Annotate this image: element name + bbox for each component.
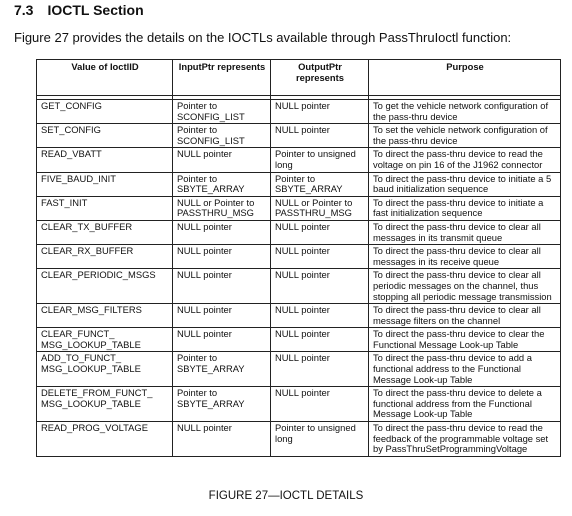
input-ptr-cell: NULL pointer [173, 148, 271, 172]
output-ptr-cell: Pointer to unsigned long [271, 148, 369, 172]
output-ptr-cell: NULL pointer [271, 269, 369, 304]
input-ptr-cell: Pointer to SCONFIG_LIST [173, 100, 271, 124]
table-row [37, 328, 561, 352]
input-ptr-cell: NULL pointer [173, 422, 271, 457]
purpose-cell: To direct the pass-thru device to clear all messages in its receive queue [369, 245, 561, 269]
purpose-cell: To direct the pass-thru device to read the voltage on pin 16 of the J1962 connector [369, 148, 561, 172]
ioctl-id-cell: ADD_TO_FUNCT_ MSG_LOOKUP_TABLE [37, 352, 173, 387]
output-ptr-cell: NULL or Pointer to PASSTHRU_MSG [271, 196, 369, 220]
output-ptr-cell: NULL pointer [271, 124, 369, 148]
intro-paragraph: Figure 27 provides the details on the IOCTLs available through PassThruIoctl function: [14, 30, 512, 45]
figure-caption: FIGURE 27—IOCTL DETAILS [208, 490, 364, 502]
purpose-cell: To direct the pass-thru device to read the feedback of the programmable voltage set by PassThruSetProgrammingVoltage [369, 422, 561, 457]
input-ptr-cell: Pointer to SBYTE_ARRAY [173, 172, 271, 196]
ioctl-id-cell: DELETE_FROM_FUNCT_ MSG_LOOKUP_TABLE [37, 387, 173, 422]
ioctl-id-cell: FAST_INIT [37, 196, 173, 220]
table-row [37, 148, 561, 172]
ioctl-id-cell: FIVE_BAUD_INIT [37, 172, 173, 196]
header-ioctl-id: Value of IoctlID [37, 60, 173, 96]
ioctl-id-cell: CLEAR_PERIODIC_MSGS [37, 269, 173, 304]
ioctl-id-cell: READ_VBATT [37, 148, 173, 172]
table-row [37, 422, 561, 457]
purpose-cell: To direct the pass-thru device to clear the Functional Message Look-up Table [369, 328, 561, 352]
table-row [37, 269, 561, 304]
output-ptr-cell: NULL pointer [271, 352, 369, 387]
output-ptr-cell: NULL pointer [271, 100, 369, 124]
ioctl-id-cell: GET_CONFIG [37, 100, 173, 124]
table-body [37, 100, 561, 457]
header-purpose: Purpose [369, 60, 561, 96]
purpose-cell: To direct the pass-thru device to clear all messages in its transmit queue [369, 220, 561, 244]
ioctl-id-cell: CLEAR_TX_BUFFER [37, 220, 173, 244]
ioctl-id-cell: CLEAR_MSG_FILTERS [37, 304, 173, 328]
table-row [37, 196, 561, 220]
purpose-cell: To direct the pass-thru device to initiate a fast initialization sequence [369, 196, 561, 220]
input-ptr-cell: Pointer to SBYTE_ARRAY [173, 352, 271, 387]
ioctl-id-cell: CLEAR_FUNCT_ MSG_LOOKUP_TABLE [37, 328, 173, 352]
table-row [37, 387, 561, 422]
input-ptr-cell: NULL pointer [173, 245, 271, 269]
input-ptr-cell: Pointer to SCONFIG_LIST [173, 124, 271, 148]
purpose-cell: To direct the pass-thru device to initiate a 5 baud initialization sequence [369, 172, 561, 196]
input-ptr-cell: NULL pointer [173, 269, 271, 304]
table-row [37, 100, 561, 124]
output-ptr-cell: NULL pointer [271, 220, 369, 244]
ioctl-id-cell: READ_PROG_VOLTAGE [37, 422, 173, 457]
table-header-row [37, 60, 561, 96]
header-input-ptr: InputPtr represents [173, 60, 271, 96]
header-output-ptr: OutputPtr represents [271, 60, 369, 96]
output-ptr-cell: NULL pointer [271, 328, 369, 352]
ioctl-id-cell: SET_CONFIG [37, 124, 173, 148]
purpose-cell: To direct the pass-thru device to delete a functional address from the Functional Message Look-up Table [369, 387, 561, 422]
input-ptr-cell: NULL pointer [173, 304, 271, 328]
table-row [37, 220, 561, 244]
table-row [37, 172, 561, 196]
table-row [37, 304, 561, 328]
ioctl-table [36, 59, 561, 457]
output-ptr-cell: NULL pointer [271, 245, 369, 269]
input-ptr-cell: NULL pointer [173, 328, 271, 352]
section-number: 7.3 [14, 2, 34, 18]
purpose-cell: To direct the pass-thru device to clear all message filters on the channel [369, 304, 561, 328]
table-row [37, 124, 561, 148]
output-ptr-cell: Pointer to unsigned long [271, 422, 369, 457]
ioctl-id-cell: CLEAR_RX_BUFFER [37, 245, 173, 269]
input-ptr-cell: NULL pointer [173, 220, 271, 244]
output-ptr-cell: NULL pointer [271, 304, 369, 328]
purpose-cell: To direct the pass-thru device to add a functional address to the Functional Message Look-up Table [369, 352, 561, 387]
table-row [37, 352, 561, 387]
purpose-cell: To set the vehicle network configuration of the pass-thru device [369, 124, 561, 148]
purpose-cell: To direct the pass-thru device to clear all periodic messages on the channel, thus stopping all periodic message transmission [369, 269, 561, 304]
section-title: IOCTL Section [47, 2, 144, 18]
purpose-cell: To get the vehicle network configuration of the pass-thru device [369, 100, 561, 124]
output-ptr-cell: Pointer to SBYTE_ARRAY [271, 172, 369, 196]
table-row [37, 245, 561, 269]
input-ptr-cell: NULL or Pointer to PASSTHRU_MSG [173, 196, 271, 220]
section-heading [14, 2, 144, 18]
output-ptr-cell: NULL pointer [271, 387, 369, 422]
input-ptr-cell: Pointer to SBYTE_ARRAY [173, 387, 271, 422]
